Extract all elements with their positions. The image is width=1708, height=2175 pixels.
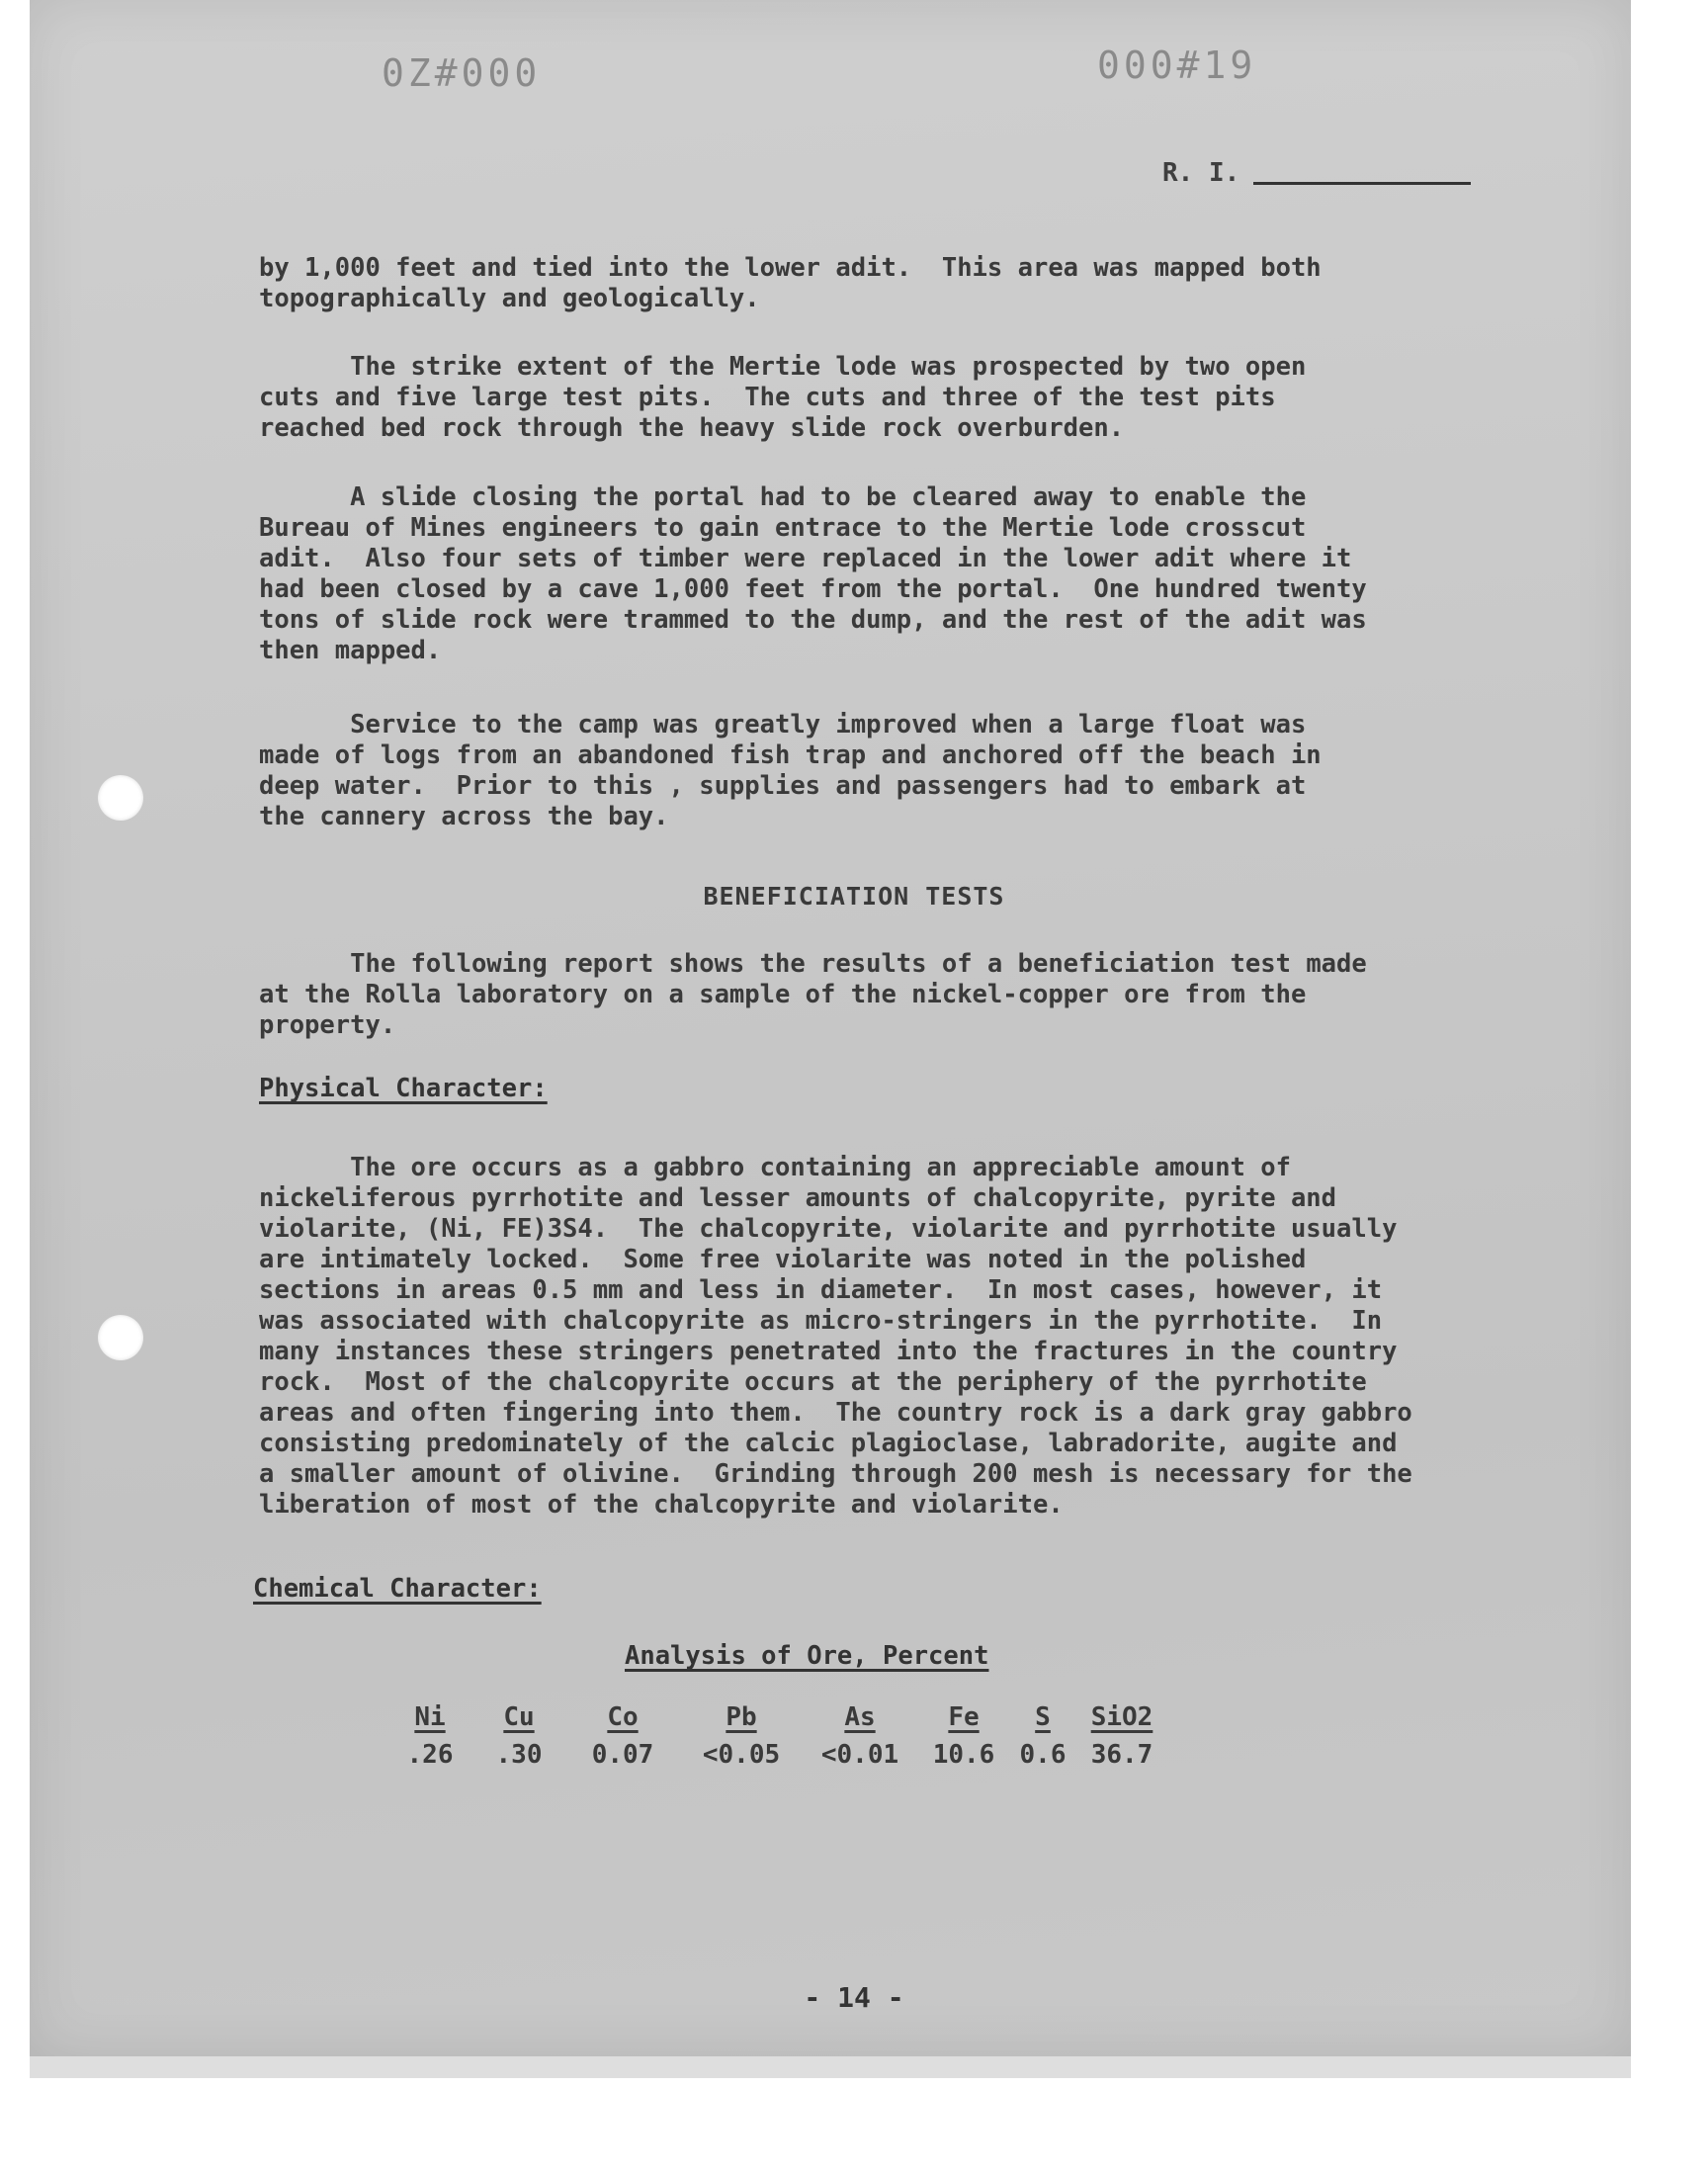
stamp-number-right: 000#19 bbox=[1097, 44, 1257, 87]
ri-field bbox=[1162, 158, 1471, 188]
col-ni: Ni bbox=[414, 1702, 446, 1732]
paragraph-5: The following report shows the results of a beneficiation test made at the Rolla laboratory on a sample of the nickel-copper ore from the property. bbox=[259, 949, 1367, 1040]
paragraph-2: The strike extent of the Mertie lode was prospected by two open cuts and five large test pits. The cuts and three of the test pits reached bed rock through the heavy slide rock overburden. bbox=[259, 352, 1307, 443]
punch-hole-upper bbox=[98, 775, 143, 821]
col-as: As bbox=[844, 1702, 876, 1732]
analysis-header-row bbox=[385, 1702, 1166, 1740]
value-co: 0.07 bbox=[591, 1740, 654, 1770]
col-co: Co bbox=[607, 1702, 639, 1732]
analysis-title: Analysis of Ore, Percent bbox=[625, 1641, 989, 1671]
paragraph-3: A slide closing the portal had to be cleared away to enable the Bureau of Mines engineers to gain entrace to the Mertie lode crosscut adit. Also four sets of timber were replaced in the lower adit where it had been closed by a cave 1,000 feet from the portal. One hundred twenty tons of slide rock were trammed to the dump, and the rest of the adit was then mapped. bbox=[259, 482, 1367, 665]
ri-blank-line bbox=[1253, 182, 1471, 185]
value-fe: 10.6 bbox=[932, 1740, 995, 1770]
col-s: S bbox=[1035, 1702, 1051, 1732]
paragraph-6: The ore occurs as a gabbro containing an appreciable amount of nickeliferous pyrrhotite and lesser amounts of chalcopyrite, pyrite and violarite, (Ni, FE)3S4. The chalcopyrite, violarite and pyrrhotite usually are intimately locked. Some free violarite was noted in the polished sections in areas 0.5 mm and less in diameter. In most cases, however, it was associated with chalcopyrite as micro-stringers in the pyrrhotite. In many instances these stringers penetrated into the fractures in the country rock. Most of the chalcopyrite occurs at the periphery of the pyrrhotite areas and often fingering into them. The country rock is a dark gray gabbro consisting predominately of the calcic plagioclase, labradorite, augite and a smaller amount of olivine. Grinding through 200 mesh is necessary for the liberation of most of the chalcopyrite and violarite. bbox=[259, 1153, 1412, 1520]
ri-label: R. I. bbox=[1162, 158, 1240, 188]
col-sio2: SiO2 bbox=[1090, 1702, 1153, 1732]
stamp-number-left: 0Z#000 bbox=[382, 51, 542, 95]
punch-hole-lower bbox=[98, 1315, 143, 1360]
paragraph-4: Service to the camp was greatly improved when a large float was made of logs from an abandoned fish trap and anchored off the beach in deep water. Prior to this , supplies and passengers had to embark at the cannery across the bay. bbox=[259, 710, 1322, 831]
col-fe: Fe bbox=[948, 1702, 980, 1732]
value-s: 0.6 bbox=[1019, 1740, 1067, 1770]
page-number: - 14 - bbox=[804, 1981, 904, 2014]
paragraph-1: by 1,000 feet and tied into the lower adit. This area was mapped both topographically and geologically. bbox=[259, 253, 1322, 313]
analysis-table bbox=[385, 1702, 1166, 1770]
value-cu: .30 bbox=[495, 1740, 543, 1770]
scan-edge bbox=[30, 2056, 1631, 2078]
value-ni: .26 bbox=[406, 1740, 454, 1770]
section-heading-beneficiation: BENEFICIATION TESTS bbox=[703, 882, 1005, 911]
value-pb: <0.05 bbox=[702, 1740, 781, 1770]
heading-chemical-character: Chemical Character: bbox=[253, 1574, 542, 1604]
analysis-value-row bbox=[385, 1740, 1166, 1770]
col-cu: Cu bbox=[503, 1702, 535, 1732]
col-pb: Pb bbox=[726, 1702, 757, 1732]
heading-physical-character: Physical Character: bbox=[259, 1074, 548, 1103]
value-as: <0.01 bbox=[820, 1740, 899, 1770]
value-sio2: 36.7 bbox=[1090, 1740, 1153, 1770]
